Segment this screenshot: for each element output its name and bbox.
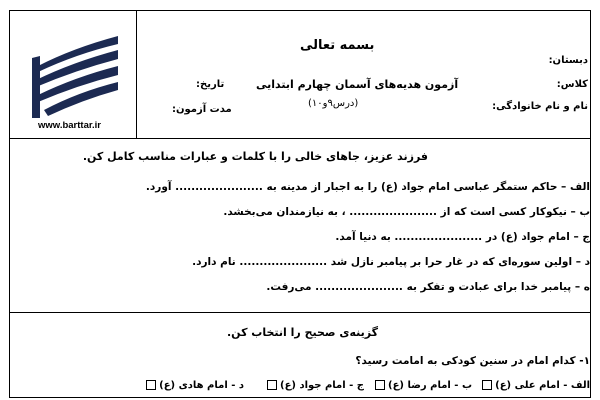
mcq-option[interactable]: ب - امام رضا (ع) xyxy=(373,380,472,391)
date-label: تاریخ: xyxy=(196,79,225,90)
mcq-option[interactable]: ج - امام جواد (ع) xyxy=(265,380,364,391)
lessons-label: (درس۹و۱۰) xyxy=(308,98,359,109)
school-label: دبستان: xyxy=(548,55,588,66)
checkbox[interactable] xyxy=(146,380,156,390)
logo-url-text: www.barttar.ir xyxy=(38,120,101,131)
barttar-logo-icon xyxy=(28,28,123,123)
name-label: نام و نام خانوادگی: xyxy=(492,101,588,112)
mcq-option[interactable]: الف - امام علی (ع) xyxy=(480,380,590,391)
mcq-question: ۱- کدام امام در سنین کودکی به امامت رسید؟ xyxy=(355,355,590,367)
checkbox[interactable] xyxy=(482,380,492,390)
fill-item: ه – پیامبر خدا برای عبادت و تفکر به ...................... می‌رفت. xyxy=(266,281,590,293)
duration-label: مدت آزمون: xyxy=(172,104,232,115)
checkbox[interactable] xyxy=(267,380,277,390)
class-label: کلاس: xyxy=(556,79,588,90)
logo-divider xyxy=(136,10,137,138)
section2-instruction: گزینه‌ی صحیح را انتخاب کن. xyxy=(227,326,378,339)
checkbox[interactable] xyxy=(375,380,385,390)
header-divider xyxy=(9,138,591,139)
section1-instruction: فرزند عزیز، جاهای خالی را با کلمات و عبارات مناسب کامل کن. xyxy=(82,150,428,163)
fill-item: الف – حاکم ستمگر عباسی امام جواد (ع) را به اجبار از مدینه به ...................... آورد. xyxy=(145,181,590,193)
exam-title: آزمون هدیه‌های آسمان چهارم ابتدایی xyxy=(256,78,459,91)
mcq-option[interactable]: د - امام هادی (ع) xyxy=(144,380,244,391)
fill-item: ج – امام جواد (ع) در ...................... به دنیا آمد. xyxy=(335,231,590,243)
fill-item: ب – نیکوکار کسی است که از ...................... ، به نیازمندان می‌بخشد. xyxy=(223,206,590,218)
bismillah-heading: بسمه تعالی xyxy=(300,38,375,53)
section-divider xyxy=(9,312,591,313)
fill-item: د – اولین سوره‌ای که در غار حرا بر پیامبر نازل شد ...................... نام دارد. xyxy=(192,256,590,268)
